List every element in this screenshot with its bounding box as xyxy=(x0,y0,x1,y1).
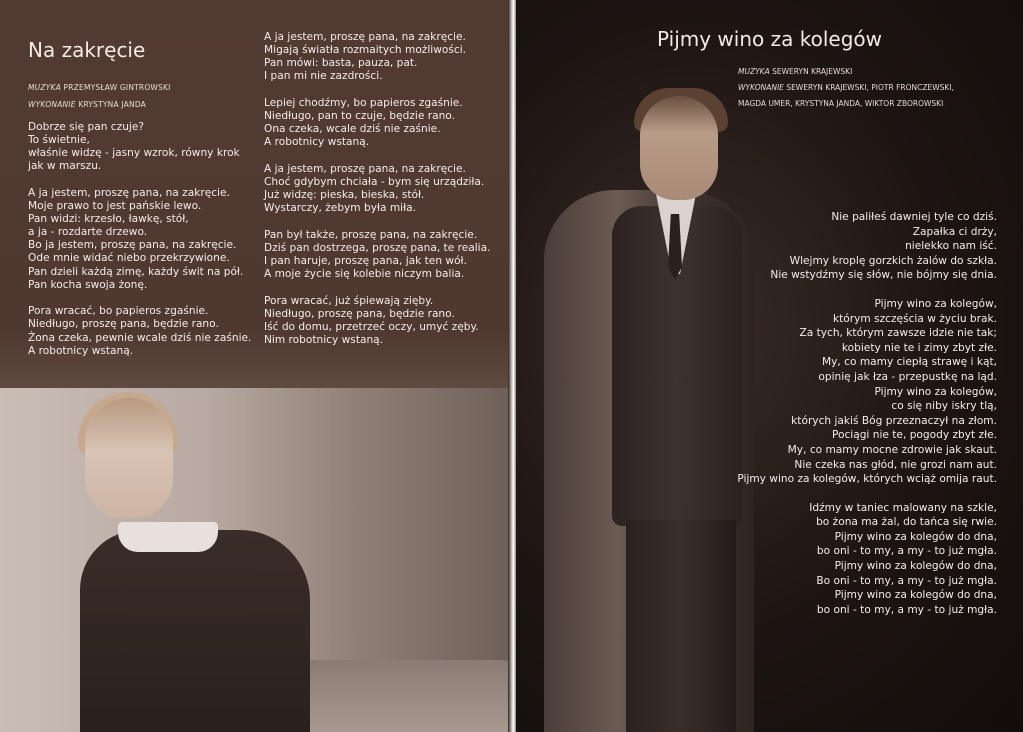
stanza: Pan był także, proszę pana, na zakręcie. Dziś pan dostrzega, proszę pana, te realia. I pan haruje, proszę pana, jak ten wół. A moje życie się kolebie niczym balia. xyxy=(264,228,491,281)
credit-line: MUZYKA SEWERYN KRAJEWSKI xyxy=(738,67,853,76)
lyrics-column-2 xyxy=(264,31,490,361)
stanza: A ja jestem, proszę pana, na zakręcie. Moje prawo to jest pańskie lewo. Pan widzi: krzesło, ławkę, stół, a ja - rozdarte drzewo. Bo ja jestem, proszę pana, na zakręcie. Ode mnie widać niebo przekrzywione. Pan dzieli każdą zimę, każdy świt na pół. Pan kocha swoja żonę. xyxy=(28,186,244,291)
lyrics-right xyxy=(737,210,997,631)
stanza: Pijmy wino za kolegów, którym szczęścia w życiu brak. Za tych, którym zawsze idzie nie tak; kobiety nie te i zimy zbyt złe. My, co mamy ciepłą strawę i kąt, opinię jak łza - przepustkę na ląd. Pijmy wino za kolegów, co się niby iskry tlą, których jakiś Bóg przeznaczył na złom. Pociągi nie te, pogody zbyt złe. My, co mamy mocne zdrowie jak skaut. Nie czeka nas głód, nie grozi nam aut. Pijmy wino za kolegów, których wciąż omija raut. xyxy=(737,297,997,486)
credit-line: MAGDA UMER, KRYSTYNA JANDA, WIKTOR ZBOROWSKI xyxy=(738,99,944,108)
lyrics-column-1 xyxy=(28,121,251,371)
song-title: Na zakręcie xyxy=(28,38,146,62)
stanza: Pora wracać, bo papieros zgaśnie. Niedługo, proszę pana, będzie rano. Żona czeka, pewnie wcale dziś nie zaśnie. A robotnicy wstaną. xyxy=(28,305,252,357)
man-legs xyxy=(626,520,736,732)
song-credits xyxy=(28,79,171,113)
credit-line: MUZYKA PRZEMYSŁAW GINTROWSKI xyxy=(28,83,171,92)
song-credits xyxy=(738,64,954,112)
stanza: Dobrze się pan czuje? To świetnie, właśnie widzę - jasny wzrok, równy krok jak w marszu. xyxy=(28,121,240,173)
stanza: A ja jestem, proszę pana, na zakręcie. Migają światła rozmaitych możliwości. Pan mówi: basta, pauza, pat. I pan mi nie zazdrości. xyxy=(264,31,467,83)
woman-face xyxy=(85,398,173,518)
stanza: Pora wracać, już śpiewają zięby. Niedługo, proszę pana, będzie rano. Iść do domu, przetrzeć oczy, umyć zęby. Nim robotnicy wstaną. xyxy=(264,294,479,347)
stanza: Idźmy w taniec malowany na szkle, bo żona ma żal, do tańca się rwie. Pijmy wino za kolegów do dna, bo oni - to my, a my - to już mgła. Pijmy wino za kolegów do dna, Bo oni - to my, a my - to już mgła. Pijmy wino za kolegów do dna, bo oni - to my, a my - to już mgła. xyxy=(809,501,997,616)
stanza: Nie paliłeś dawniej tyle co dziś. Zapałka ci drży, nielekko nam iść. Wlejmy kroplę gorzkich żalów do szkła. Nie wstydźmy się słów, nie bójmy się dnia. xyxy=(770,211,997,282)
credit-line: WYKONANIE SEWERYN KRAJEWSKI, PIOTR FRONCZEWSKI, xyxy=(738,83,954,92)
credit-line: WYKONANIE KRYSTYNA JANDA xyxy=(28,100,147,109)
woman-figure xyxy=(80,530,310,732)
stanza: Lepiej chodźmy, bo papieros zgaśnie. Niedługo, pan to czuje, będzie rano. Ona czeka, wcale dziś nie zaśnie. A robotnicy wstaną. xyxy=(264,96,463,149)
stanza: A ja jestem, proszę pana, na zakręcie. Choć gdybym chciała - bym się urządziła. Już widzę: pieska, bieska, stół. Wystarczy, żebym była miła. xyxy=(264,162,485,215)
song-title: Pijmy wino za kolegów xyxy=(657,27,882,51)
woman-collar xyxy=(118,522,218,552)
right-page xyxy=(516,0,1023,732)
man-face xyxy=(640,96,718,200)
